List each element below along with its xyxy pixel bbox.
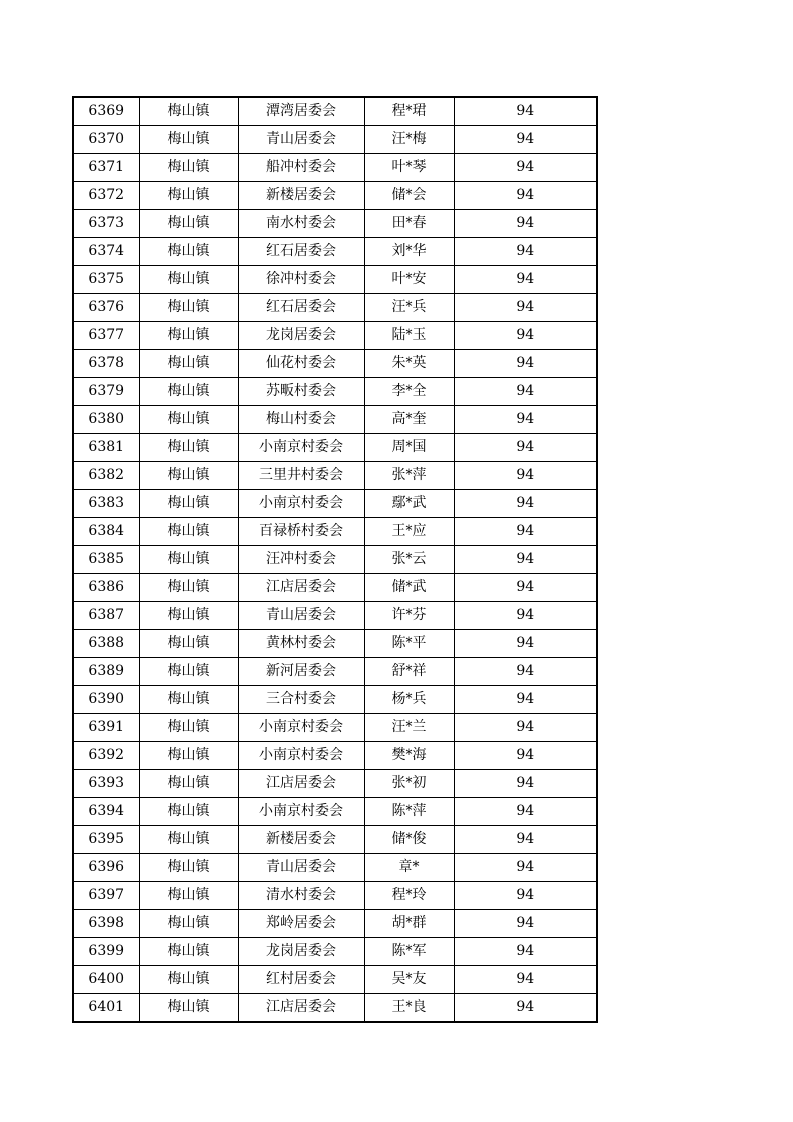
town-cell: 梅山镇 [139,658,238,686]
community-cell: 郑岭居委会 [238,910,364,938]
person-name-cell: 许*芬 [364,602,454,630]
table-row [73,97,597,126]
row-number-cell: 6380 [73,406,139,434]
person-name-cell: 储*武 [364,574,454,602]
town-cell: 梅山镇 [139,714,238,742]
roster-table-body [73,97,597,1022]
score-cell: 94 [454,658,597,686]
person-name-cell: 樊*海 [364,742,454,770]
community-cell: 百禄桥村委会 [238,518,364,546]
row-number-cell: 6400 [73,966,139,994]
score-cell: 94 [454,882,597,910]
person-name-cell: 陈*萍 [364,798,454,826]
community-cell: 青山居委会 [238,854,364,882]
town-cell: 梅山镇 [139,97,238,126]
person-name-cell: 张*初 [364,770,454,798]
person-name-cell: 储*会 [364,182,454,210]
score-cell: 94 [454,574,597,602]
person-name-cell: 陆*玉 [364,322,454,350]
person-name-cell: 吴*友 [364,966,454,994]
community-cell: 新楼居委会 [238,826,364,854]
table-row [73,686,597,714]
person-name-cell: 鄢*武 [364,490,454,518]
person-name-cell: 王*良 [364,994,454,1023]
table-row [73,378,597,406]
community-cell: 黄林村委会 [238,630,364,658]
score-cell: 94 [454,182,597,210]
table-row [73,770,597,798]
table-row [73,910,597,938]
table-row [73,238,597,266]
score-cell: 94 [454,238,597,266]
town-cell: 梅山镇 [139,322,238,350]
community-cell: 汪冲村委会 [238,546,364,574]
town-cell: 梅山镇 [139,294,238,322]
community-cell: 江店居委会 [238,994,364,1023]
score-cell: 94 [454,154,597,182]
community-cell: 新河居委会 [238,658,364,686]
town-cell: 梅山镇 [139,182,238,210]
table-row [73,938,597,966]
score-cell: 94 [454,322,597,350]
row-number-cell: 6384 [73,518,139,546]
community-cell: 龙岗居委会 [238,938,364,966]
person-name-cell: 高*奎 [364,406,454,434]
community-cell: 红石居委会 [238,294,364,322]
table-row [73,322,597,350]
community-cell: 江店居委会 [238,770,364,798]
table-row [73,350,597,378]
row-number-cell: 6401 [73,994,139,1023]
table-row [73,210,597,238]
table-row [73,574,597,602]
score-cell: 94 [454,630,597,658]
row-number-cell: 6373 [73,210,139,238]
row-number-cell: 6381 [73,434,139,462]
row-number-cell: 6374 [73,238,139,266]
town-cell: 梅山镇 [139,882,238,910]
town-cell: 梅山镇 [139,238,238,266]
score-cell: 94 [454,938,597,966]
row-number-cell: 6385 [73,546,139,574]
person-name-cell: 章* [364,854,454,882]
community-cell: 南水村委会 [238,210,364,238]
score-cell: 94 [454,994,597,1023]
row-number-cell: 6398 [73,910,139,938]
score-cell: 94 [454,97,597,126]
table-row [73,994,597,1023]
score-cell: 94 [454,546,597,574]
row-number-cell: 6378 [73,350,139,378]
person-name-cell: 储*俊 [364,826,454,854]
town-cell: 梅山镇 [139,994,238,1023]
community-cell: 仙花村委会 [238,350,364,378]
table-row [73,854,597,882]
table-row [73,126,597,154]
row-number-cell: 6383 [73,490,139,518]
row-number-cell: 6394 [73,798,139,826]
table-row [73,630,597,658]
town-cell: 梅山镇 [139,798,238,826]
person-name-cell: 舒*祥 [364,658,454,686]
row-number-cell: 6388 [73,630,139,658]
town-cell: 梅山镇 [139,154,238,182]
community-cell: 红石居委会 [238,238,364,266]
score-cell: 94 [454,266,597,294]
town-cell: 梅山镇 [139,434,238,462]
person-name-cell: 朱*英 [364,350,454,378]
town-cell: 梅山镇 [139,490,238,518]
table-row [73,826,597,854]
score-cell: 94 [454,406,597,434]
row-number-cell: 6376 [73,294,139,322]
table-row [73,798,597,826]
score-cell: 94 [454,434,597,462]
town-cell: 梅山镇 [139,406,238,434]
row-number-cell: 6370 [73,126,139,154]
person-name-cell: 田*春 [364,210,454,238]
person-name-cell: 周*国 [364,434,454,462]
person-name-cell: 汪*梅 [364,126,454,154]
town-cell: 梅山镇 [139,518,238,546]
town-cell: 梅山镇 [139,770,238,798]
score-cell: 94 [454,518,597,546]
table-row [73,182,597,210]
score-cell: 94 [454,798,597,826]
town-cell: 梅山镇 [139,546,238,574]
person-name-cell: 张*萍 [364,462,454,490]
person-name-cell: 李*全 [364,378,454,406]
person-name-cell: 汪*兰 [364,714,454,742]
town-cell: 梅山镇 [139,826,238,854]
community-cell: 小南京村委会 [238,490,364,518]
person-name-cell: 程*玲 [364,882,454,910]
community-cell: 小南京村委会 [238,798,364,826]
town-cell: 梅山镇 [139,910,238,938]
row-number-cell: 6396 [73,854,139,882]
score-cell: 94 [454,826,597,854]
row-number-cell: 6375 [73,266,139,294]
table-row [73,490,597,518]
table-row [73,658,597,686]
row-number-cell: 6379 [73,378,139,406]
score-cell: 94 [454,686,597,714]
person-name-cell: 张*云 [364,546,454,574]
community-cell: 徐冲村委会 [238,266,364,294]
score-cell: 94 [454,910,597,938]
row-number-cell: 6395 [73,826,139,854]
score-cell: 94 [454,378,597,406]
table-row [73,518,597,546]
score-cell: 94 [454,126,597,154]
table-row [73,602,597,630]
community-cell: 小南京村委会 [238,434,364,462]
person-name-cell: 叶*琴 [364,154,454,182]
table-row [73,462,597,490]
table-row [73,266,597,294]
person-name-cell: 杨*兵 [364,686,454,714]
score-cell: 94 [454,462,597,490]
town-cell: 梅山镇 [139,126,238,154]
row-number-cell: 6397 [73,882,139,910]
town-cell: 梅山镇 [139,462,238,490]
score-cell: 94 [454,770,597,798]
row-number-cell: 6369 [73,97,139,126]
community-cell: 潭湾居委会 [238,97,364,126]
town-cell: 梅山镇 [139,686,238,714]
community-cell: 三合村委会 [238,686,364,714]
table-row [73,714,597,742]
table-row [73,434,597,462]
town-cell: 梅山镇 [139,630,238,658]
row-number-cell: 6382 [73,462,139,490]
score-cell: 94 [454,294,597,322]
row-number-cell: 6393 [73,770,139,798]
table-row [73,406,597,434]
row-number-cell: 6377 [73,322,139,350]
community-cell: 小南京村委会 [238,742,364,770]
person-name-cell: 陈*军 [364,938,454,966]
table-row [73,154,597,182]
score-cell: 94 [454,742,597,770]
person-name-cell: 胡*群 [364,910,454,938]
row-number-cell: 6371 [73,154,139,182]
community-cell: 梅山村委会 [238,406,364,434]
table-row [73,546,597,574]
table-row [73,966,597,994]
person-name-cell: 陈*平 [364,630,454,658]
town-cell: 梅山镇 [139,938,238,966]
person-name-cell: 刘*华 [364,238,454,266]
row-number-cell: 6389 [73,658,139,686]
row-number-cell: 6399 [73,938,139,966]
town-cell: 梅山镇 [139,378,238,406]
score-cell: 94 [454,854,597,882]
town-cell: 梅山镇 [139,574,238,602]
score-cell: 94 [454,350,597,378]
row-number-cell: 6392 [73,742,139,770]
row-number-cell: 6390 [73,686,139,714]
row-number-cell: 6372 [73,182,139,210]
row-number-cell: 6391 [73,714,139,742]
community-cell: 青山居委会 [238,126,364,154]
community-cell: 船冲村委会 [238,154,364,182]
community-cell: 红村居委会 [238,966,364,994]
town-cell: 梅山镇 [139,742,238,770]
community-cell: 清水村委会 [238,882,364,910]
community-cell: 小南京村委会 [238,714,364,742]
person-name-cell: 叶*安 [364,266,454,294]
score-cell: 94 [454,714,597,742]
row-number-cell: 6386 [73,574,139,602]
town-cell: 梅山镇 [139,210,238,238]
town-cell: 梅山镇 [139,602,238,630]
score-cell: 94 [454,602,597,630]
community-cell: 青山居委会 [238,602,364,630]
table-row [73,882,597,910]
community-cell: 新楼居委会 [238,182,364,210]
town-cell: 梅山镇 [139,350,238,378]
community-cell: 三里井村委会 [238,462,364,490]
score-cell: 94 [454,210,597,238]
score-cell: 94 [454,490,597,518]
person-name-cell: 王*应 [364,518,454,546]
table-row [73,294,597,322]
person-name-cell: 程*珺 [364,97,454,126]
town-cell: 梅山镇 [139,854,238,882]
table-row [73,742,597,770]
community-cell: 龙岗居委会 [238,322,364,350]
person-name-cell: 汪*兵 [364,294,454,322]
community-cell: 江店居委会 [238,574,364,602]
town-cell: 梅山镇 [139,966,238,994]
row-number-cell: 6387 [73,602,139,630]
town-cell: 梅山镇 [139,266,238,294]
score-cell: 94 [454,966,597,994]
roster-table [72,96,598,1023]
community-cell: 苏畈村委会 [238,378,364,406]
